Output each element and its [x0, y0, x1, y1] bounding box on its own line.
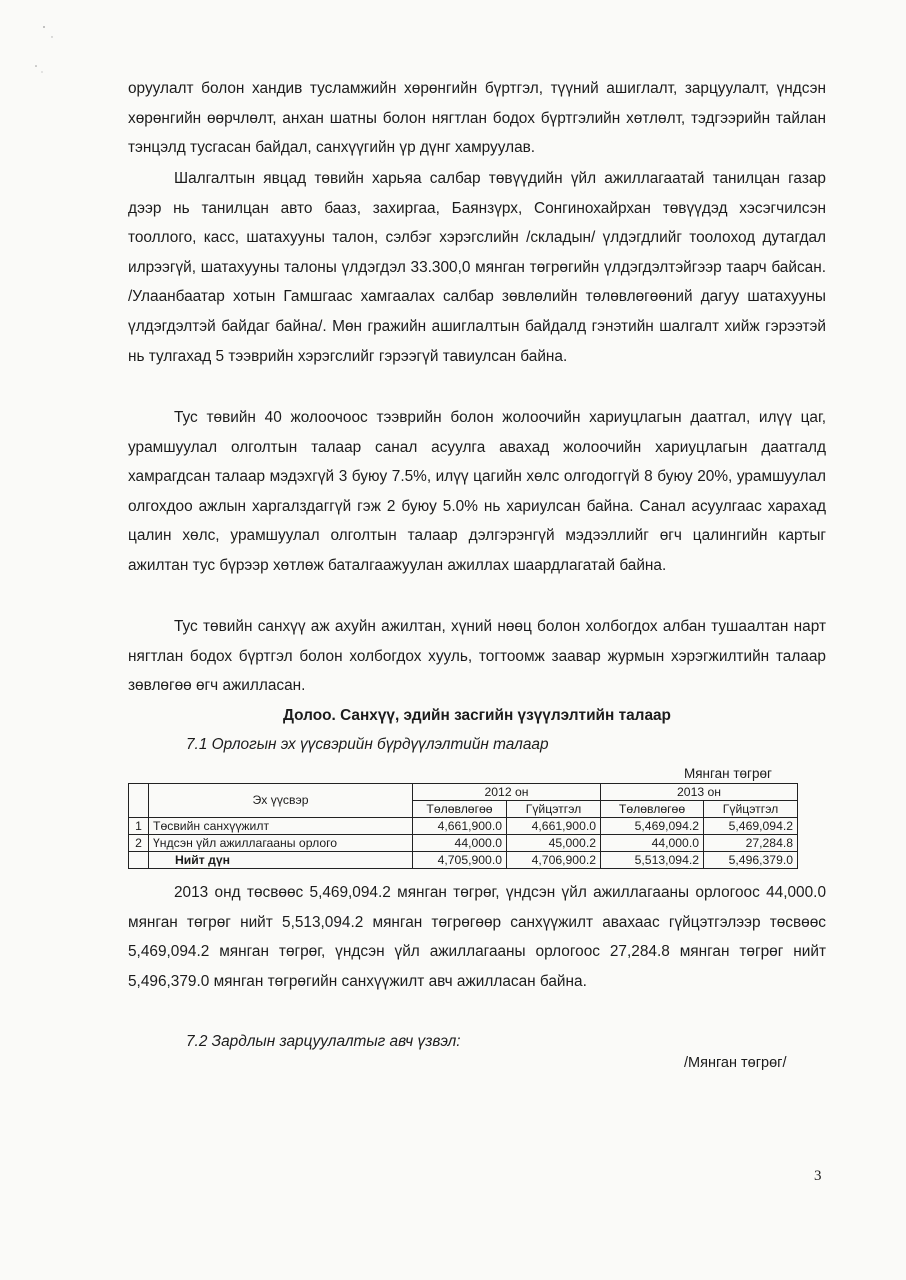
row-value: 4,661,900.0 — [413, 818, 507, 835]
row-number: 2 — [129, 835, 149, 852]
header-plan-2012: Төлөвлөгөө — [413, 801, 507, 818]
row-value: 4,661,900.0 — [507, 818, 601, 835]
total-label: Нийт дүн — [149, 852, 413, 869]
header-number-cell — [129, 784, 149, 818]
header-actual-2012: Гүйцэтгэл — [507, 801, 601, 818]
paragraph-1 — [128, 74, 826, 163]
table-header-row — [129, 784, 798, 801]
subsection-heading-7-2: 7.2 Зардлын зарцуулалтыг авч үзвэл: — [186, 1033, 461, 1050]
row-value: 5,469,094.2 — [704, 818, 798, 835]
paragraph-3-text: Тус төвийн 40 жолоочоос тээврийн болон жолоочийн хариуцлагын даатгал, илүү цаг, урамшуулал олголтын талаар санал асуулга авахад жолоочийн хариуцлагын даатгалд хамрагдсан талаар мэдэхгүй 3 буюу 7.5%, илүү цагийн хөлс олгодоггүй 8 буюу 20%, урамшуулал олгохдоо ажлын харгалздаггүй гэж 2 буюу 5.0% нь хариулсан байна. Санал асуулгаас харахад цалин хөлс, урамшуулал олголтын талаар дэлгэрэнгүй мэдээллийг өгч цалингийн картыг ажилтан тус бүрээр хөтлөж баталгаажуулан ажиллах шаардлагатай байна. — [128, 409, 826, 574]
total-value: 4,706,900.2 — [507, 852, 601, 869]
row-value: 27,284.8 — [704, 835, 798, 852]
paragraph-2 — [128, 164, 826, 371]
total-number-cell — [129, 852, 149, 869]
header-year-2013: 2013 он — [601, 784, 798, 801]
table-row — [129, 835, 798, 852]
section-heading: Долоо. Санхүү, эдийн засгийн үзүүлэлтийн талаар — [283, 707, 671, 724]
header-plan-2013: Төлөвлөгөө — [601, 801, 704, 818]
total-value: 4,705,900.0 — [413, 852, 507, 869]
unit-label-expenses: /Мянган төгрөг/ — [684, 1055, 787, 1071]
table-row — [129, 818, 798, 835]
paragraph-3 — [128, 403, 826, 581]
page-number: 3 — [814, 1168, 822, 1184]
header-year-2012: 2012 он — [413, 784, 601, 801]
header-source: Эх үүсвэр — [149, 784, 413, 818]
subsection-heading-7-1: 7.1 Орлогын эх үүсвэрийн бүрдүүлэлтийн талаар — [186, 736, 549, 753]
paragraph-5-text: 2013 онд төсвөөс 5,469,094.2 мянган төгрөг, үндсэн үйл ажиллагааны орлогоос 44,000.0 мянган төгрөг нийт 5,513,094.2 мянган төгрөгөөр санхүүжилт авахаас гүйцэтгэлээр төсвөөс 5,469,094.2 мянган төгрөг, үндсэн үйл ажиллагааны орлогоос 27,284.8 мянган төгрөг нийт 5,496,379.0 мянган төгрөгийн санхүүжилт авч ажилласан байна. — [128, 884, 826, 990]
row-value: 44,000.0 — [413, 835, 507, 852]
total-value: 5,496,379.0 — [704, 852, 798, 869]
scan-specks — [30, 22, 70, 82]
total-value: 5,513,094.2 — [601, 852, 704, 869]
unit-label-table: Мянган төгрөг — [684, 766, 772, 781]
row-source-name: Үндсэн үйл ажиллагааны орлого — [149, 835, 413, 852]
row-value: 5,469,094.2 — [601, 818, 704, 835]
table-total-row — [129, 852, 798, 869]
row-value: 44,000.0 — [601, 835, 704, 852]
paragraph-4-text: Тус төвийн санхүү аж ахуйн ажилтан, хүний нөөц болон холбогдох албан тушаалтан нарт нягтлан бодох бүртгэл болон холбогдох хууль, тогтоомж заавар журмын хэрэгжилтийн талаар зөвлөгөө өгч ажилласан. — [128, 618, 826, 695]
paragraph-2-text: Шалгалтын явцад төвийн харьяа салбар төвүүдийн үйл ажиллагаатай танилцан газар дээр нь танилцан авто бааз, захиргаа, Баянзүрх, Сонгинохайрхан төвүүдэд хэсэгчилсэн тооллого, касс, шатахууны талон, сэлбэг хэрэгслийн /складын/ үлдэгдлийг тоолоход дутагдал илрээгүй, шатахууны талоны үлдэгдэл 33.300,0 мянган төгрөгийн үлдэгдэлтэйгээр таарч байсан. /Улаанбаатар хотын Гамшгаас хамгаалах салбар зөвлөлийн төлөвлөгөөний дагуу шатахууны үлдэгдэлтэй байдаг байна/. Мөн гражийн ашиглалтын байдалд гэнэтийн шалгалт хийж гэрээтэй нь тулгахад 5 тээврийн хэрэгслийг гэрээгүй тавиулсан байна. — [128, 170, 826, 365]
row-value: 45,000.2 — [507, 835, 601, 852]
revenue-sources-table — [128, 783, 798, 869]
row-source-name: Төсвийн санхүүжилт — [149, 818, 413, 835]
header-actual-2013: Гүйцэтгэл — [704, 801, 798, 818]
paragraph-1-text: оруулалт болон хандив тусламжийн хөрөнгийн бүртгэл, түүний ашиглалт, зарцуулалт, үндсэн хөрөнгийн өөрчлөлт, анхан шатны болон нягтлан бодох бүртгэлийн хөтлөлт, тэдгээрийн тайлан тэнцэлд тусгасан байдал, санхүүгийн үр дүнг хамруулав. — [128, 80, 826, 157]
paragraph-4 — [128, 612, 826, 701]
paragraph-5 — [128, 878, 826, 996]
row-number: 1 — [129, 818, 149, 835]
